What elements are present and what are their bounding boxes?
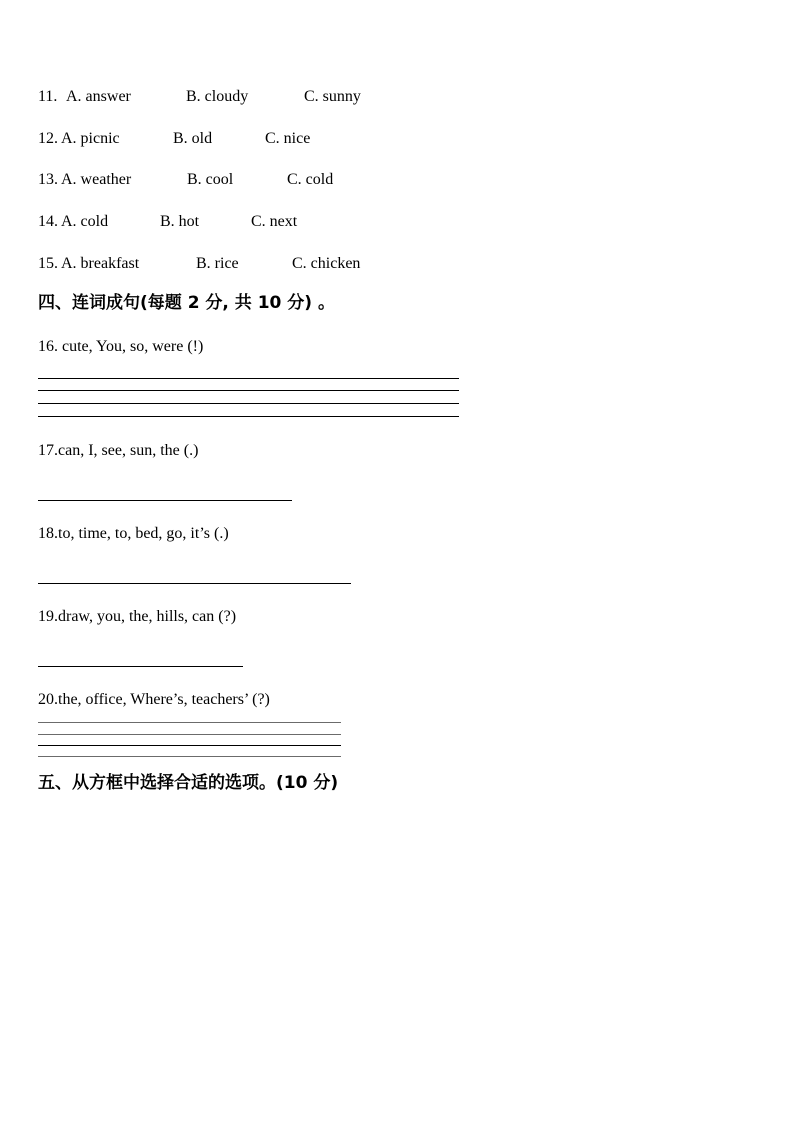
question-text: . cute, You, so, were (!) bbox=[54, 338, 204, 355]
option-b: B. cloudy bbox=[186, 88, 249, 105]
option-c: C. next bbox=[251, 213, 298, 230]
section-four-heading: 四、连词成句(每题 2 分, 共 10 分) 。 bbox=[38, 293, 335, 313]
question-text: .can, I, see, sun, the (.) bbox=[54, 442, 199, 459]
question-number: 18 bbox=[38, 525, 54, 542]
question-text: .to, time, to, bed, go, it’s (.) bbox=[54, 525, 229, 542]
answer-line[interactable] bbox=[38, 745, 341, 746]
option-b: B. hot bbox=[160, 213, 200, 230]
question-number: 20 bbox=[38, 691, 54, 708]
answer-line[interactable] bbox=[38, 722, 341, 723]
question-number: 11. bbox=[38, 88, 58, 105]
question-number: 13. bbox=[38, 171, 58, 188]
question-number: 16 bbox=[38, 338, 54, 355]
answer-line[interactable] bbox=[38, 378, 459, 379]
question-number: 14. bbox=[38, 213, 58, 230]
answer-line[interactable] bbox=[38, 390, 459, 391]
question-text: .the, office, Where’s, teachers’ (?) bbox=[54, 691, 270, 708]
sentence-question-18 bbox=[38, 524, 229, 544]
answer-line[interactable] bbox=[38, 416, 459, 417]
answer-line[interactable] bbox=[38, 583, 351, 584]
question-text: .draw, you, the, hills, can (?) bbox=[54, 608, 237, 625]
section-five-heading: 五、从方框中选择合适的选项。(10 分) bbox=[38, 773, 339, 793]
option-a: A. breakfast bbox=[61, 255, 140, 272]
option-a: A. answer bbox=[66, 88, 131, 105]
question-number: 15. bbox=[38, 255, 58, 272]
answer-line[interactable] bbox=[38, 666, 243, 667]
question-number: 12. bbox=[38, 130, 58, 147]
option-a: A. picnic bbox=[61, 130, 120, 147]
sentence-question-20 bbox=[38, 690, 270, 710]
option-a: A. cold bbox=[61, 213, 109, 230]
sentence-question-19 bbox=[38, 607, 236, 627]
option-c: C. sunny bbox=[304, 88, 361, 105]
sentence-question-16 bbox=[38, 337, 203, 357]
sentence-question-17 bbox=[38, 441, 198, 461]
question-number: 17 bbox=[38, 442, 54, 459]
option-b: B. rice bbox=[196, 255, 239, 272]
answer-line[interactable] bbox=[38, 756, 341, 757]
option-c: C. cold bbox=[287, 171, 334, 188]
option-c: C. nice bbox=[265, 130, 311, 147]
option-b: B. old bbox=[173, 130, 213, 147]
answer-line[interactable] bbox=[38, 500, 292, 501]
answer-line[interactable] bbox=[38, 403, 459, 404]
option-a: A. weather bbox=[61, 171, 132, 188]
question-number: 19 bbox=[38, 608, 54, 625]
option-b: B. cool bbox=[187, 171, 234, 188]
option-c: C. chicken bbox=[292, 255, 361, 272]
answer-line[interactable] bbox=[38, 734, 341, 735]
